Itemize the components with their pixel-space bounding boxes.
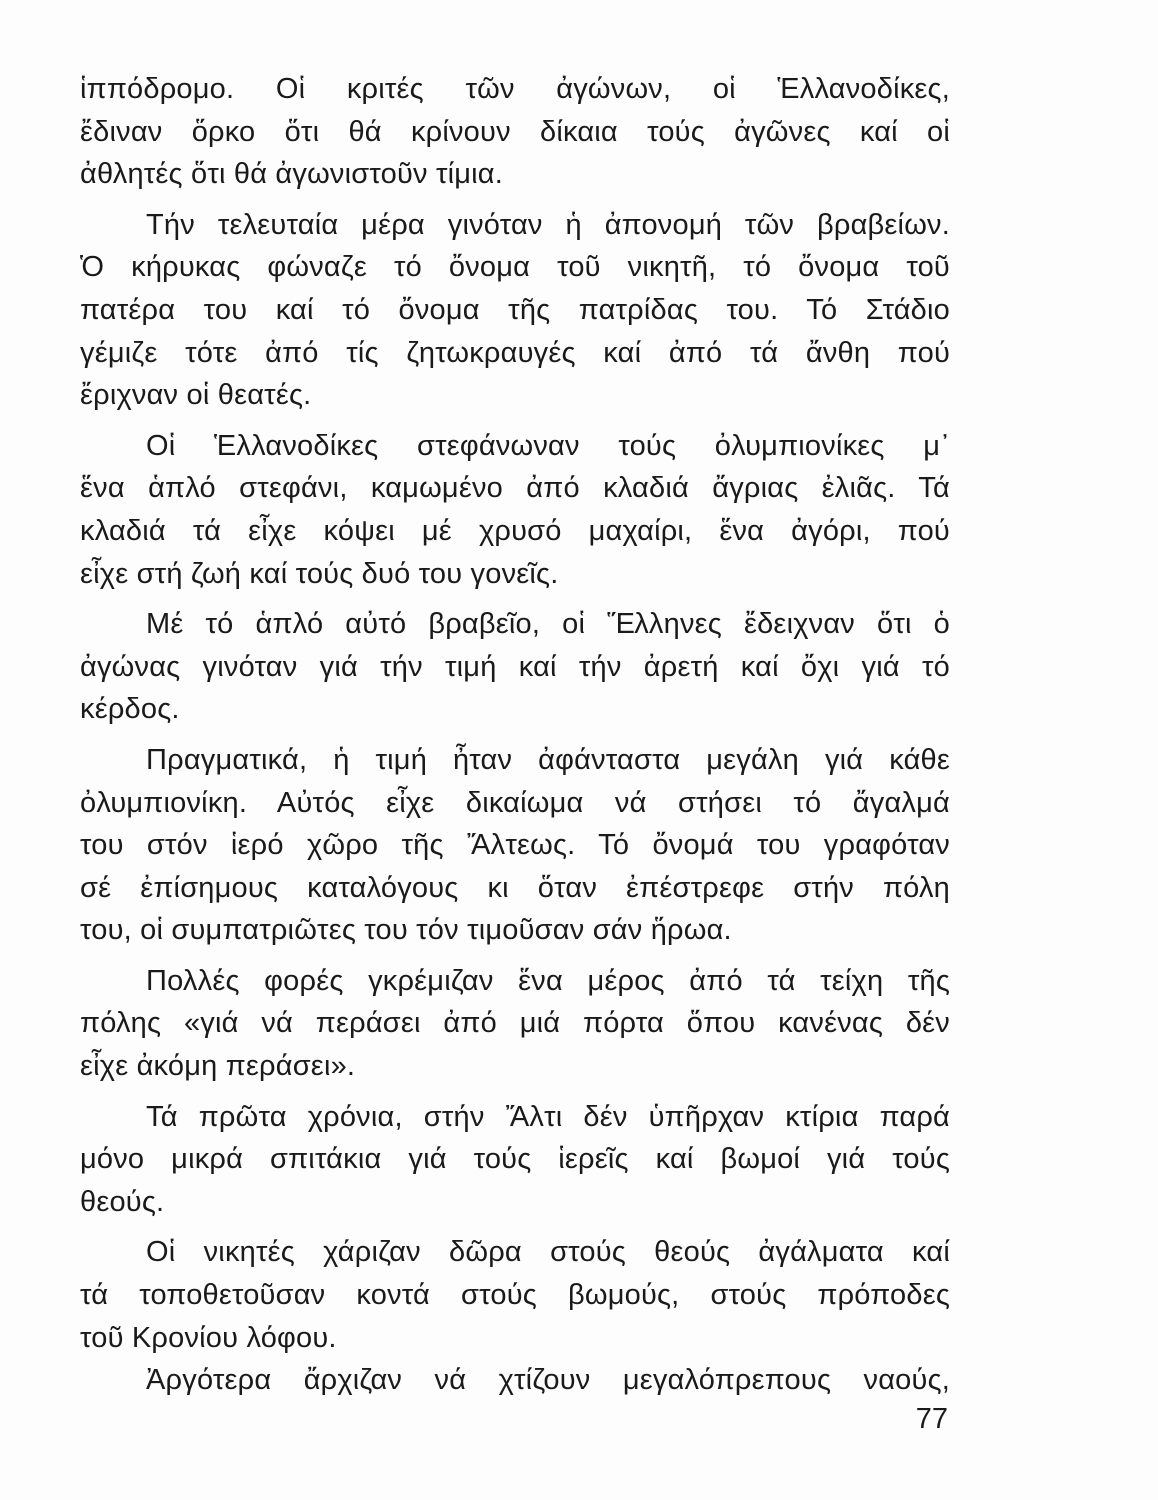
text-line: Οἱ Ἑλλανοδίκες στεφάνωναν τούς ὀλυμπιονίκες μ᾽ [146,429,950,462]
paragraph [80,1359,950,1402]
text-line: του στόν ἱερό χῶρο τῆς Ἄλτεως. Τό ὄνομά του γραφόταν [80,829,950,862]
text-line: μόνο μικρά σπιτάκια γιά τούς ἱερεῖς καί βωμοί γιά τούς [80,1143,950,1176]
body-text [80,68,950,1402]
text-line: ἀθλητές ὅτι θά ἀγωνιστοῦν τίμια. [80,158,504,191]
text-line: Μέ τό ἁπλό αὐτό βραβεῖο, οἱ Ἕλληνες ἔδειχναν ὅτι ὁ [146,608,950,641]
text-line: γέμιζε τότε ἀπό τίς ζητωκραυγές καί ἀπό τά ἄνθη πού [80,336,950,369]
paragraph [80,204,950,417]
text-line: Τήν τελευταία μέρα γινόταν ἡ ἀπονομή τῶν βραβείων. [146,208,950,241]
text-line: τοῦ Κρονίου λόφου. [80,1321,337,1354]
text-line: ἔδιναν ὅρκο ὅτι θά κρίνουν δίκαια τούς ἀγῶνες καί οἱ [80,115,950,148]
text-line: ἔριχναν οἱ θεατές. [80,379,312,412]
text-line: ἕνα ἁπλό στεφάνι, καμωμένο ἀπό κλαδιά ἄγριας ἐλιᾶς. Τά [80,472,950,505]
text-line: πατέρα του καί τό ὄνομα τῆς πατρίδας του. Τό Στάδιο [80,293,950,326]
text-line: εἶχε ἀκόμη περάσει». [80,1050,356,1083]
text-line: ὀλυμπιονίκη. Αὐτός εἶχε δικαίωμα νά στήσει τό ἄγαλμά [80,786,950,819]
text-line: Οἱ νικητές χάριζαν δῶρα στούς θεούς ἀγάλματα καί [146,1236,950,1269]
text-line: θεούς. [80,1185,165,1218]
text-line: κλαδιά τά εἶχε κόψει μέ χρυσό μαχαίρι, ἕνα ἀγόρι, πού [80,514,950,547]
page-number: 77 [915,1403,948,1435]
text-line: εἶχε στή ζωή καί τούς δυό του γονεῖς. [80,557,559,590]
text-line: κέρδος. [80,693,180,726]
text-line: Πραγματικά, ἡ τιμή ἦταν ἀφάνταστα μεγάλη γιά κάθε [146,743,950,776]
text-line: Τά πρῶτα χρόνια, στήν Ἄλτι δέν ὑπῆρχαν κτίρια παρά [146,1100,950,1133]
text-line: τά τοποθετοῦσαν κοντά στούς βωμούς, στούς πρόποδες [80,1279,950,1312]
text-line: πόλης «γιά νά περάσει ἀπό μιά πόρτα ὅπου κανένας δέν [80,1007,950,1040]
text-line: Ὁ κήρυκας φώναζε τό ὄνομα τοῦ νικητῆ, τό ὄνομα τοῦ [80,251,950,284]
paragraph [80,425,950,595]
paragraph [80,603,950,731]
paragraph [80,68,950,196]
text-line: του, οἱ συμπατριῶτες του τόν τιμοῦσαν σάν ἥρωα. [80,914,732,947]
paragraph [80,960,950,1088]
paragraph [80,1096,950,1224]
text-line: Ἀργότερα ἄρχιζαν νά χτίζουν μεγαλόπρεπους ναούς, [146,1364,950,1397]
paragraph [80,739,950,952]
text-line: Πολλές φορές γκρέμιζαν ἕνα μέρος ἀπό τά τείχη τῆς [146,964,950,997]
text-line: ἀγώνας γινόταν γιά τήν τιμή καί τήν ἀρετή καί ὄχι γιά τό [80,650,950,683]
paragraph [80,1231,950,1359]
text-line: σέ ἐπίσημους καταλόγους κι ὅταν ἐπέστρεφε στήν πόλη [80,871,950,904]
text-line: ἱππόδρομο. Οἱ κριτές τῶν ἀγώνων, οἱ Ἑλλανοδίκες, [80,73,950,105]
